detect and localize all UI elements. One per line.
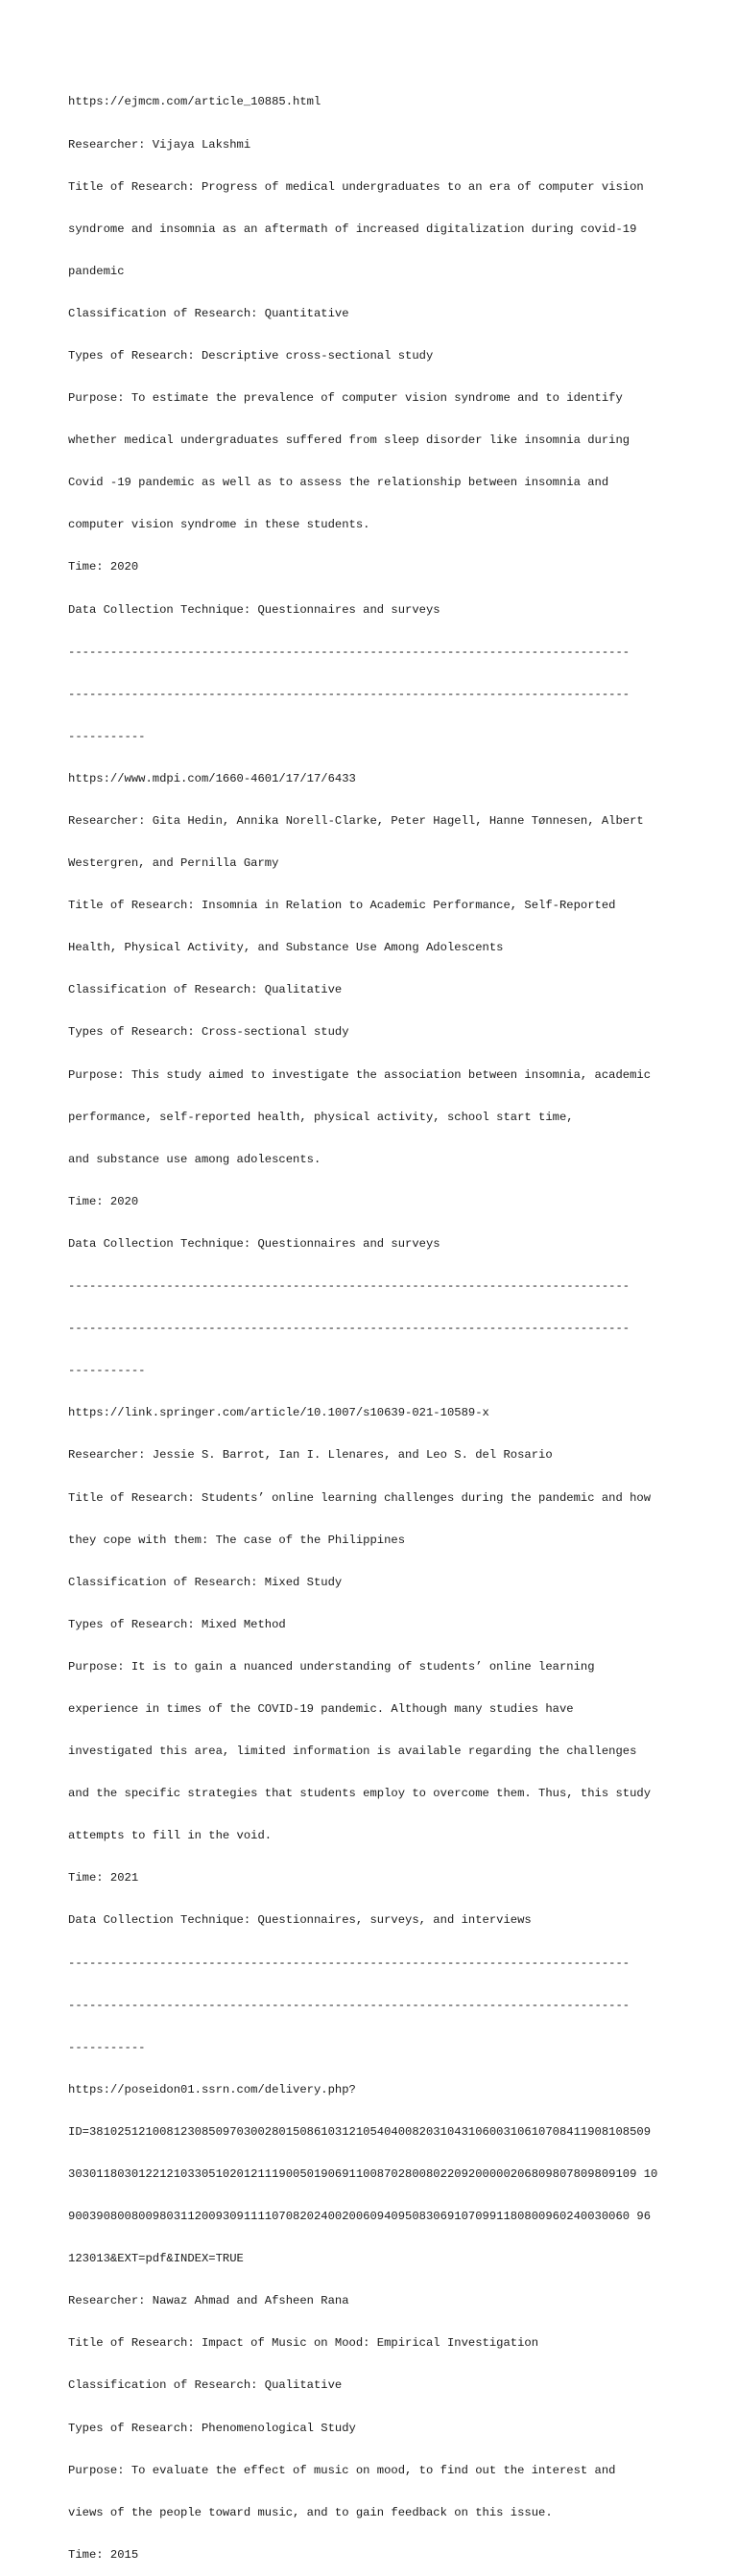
- separator-line: --------------------------------------------------------------------------------: [68, 1322, 630, 1336]
- text-line[interactable]: ID=38102512100812308509703002801508610312105404008203104310600310610708411908108509: [68, 2124, 652, 2139]
- text-line: Time: 2021: [68, 1871, 139, 1885]
- text-line: experience in times of the COVID-19 pandemic. Although many studies have: [68, 1701, 574, 1716]
- text-line: Researcher: Vijaya Lakshmi: [68, 137, 251, 152]
- text-line: attempts to fill in the void.: [68, 1829, 273, 1843]
- text-line[interactable]: https://poseidon01.ssrn.com/delivery.php?: [68, 2082, 356, 2096]
- text-line: Data Collection Technique: Questionnaires, surveys, and interviews: [68, 1913, 532, 1928]
- text-line: Time: 2020: [68, 560, 139, 574]
- text-line: Purpose: To evaluate the effect of music on mood, to find out the interest and: [68, 2463, 616, 2477]
- text-line: Purpose: It is to gain a nuanced understanding of students’ online learning: [68, 1659, 595, 1674]
- text-line: investigated this area, limited information is available regarding the challenges: [68, 1745, 637, 1759]
- text-line: Title of Research: Progress of medical undergraduates to an era of computer vision: [68, 179, 644, 194]
- text-line: Classification of Research: Qualitative: [68, 983, 343, 997]
- text-line: Title of Research: Impact of Music on Mood: Empirical Investigation: [68, 2336, 539, 2351]
- separator-line: --------------------------------------------------------------------------------: [68, 687, 630, 701]
- text-line: Time: 2015: [68, 2547, 139, 2562]
- text-line: Title of Research: Students’ online learning challenges during the pandemic and how: [68, 1490, 652, 1505]
- text-line: Classification of Research: Qualitative: [68, 2378, 343, 2393]
- text-line: Purpose: This study aimed to investigate the association between insomnia, academic: [68, 1067, 652, 1082]
- text-line: computer vision syndrome in these students.: [68, 518, 370, 532]
- text-line: Health, Physical Activity, and Substance Use Among Adolescents: [68, 941, 504, 955]
- text-line: Types of Research: Cross-sectional study: [68, 1025, 349, 1040]
- text-line: Researcher: Jessie S. Barrot, Ian I. Llenares, and Leo S. del Rosario: [68, 1448, 553, 1463]
- text-line: Data Collection Technique: Questionnaires and surveys: [68, 1236, 440, 1251]
- text-line: Researcher: Nawaz Ahmad and Afsheen Rana: [68, 2294, 349, 2308]
- text-line: Purpose: To estimate the prevalence of computer vision syndrome and to identify: [68, 391, 623, 406]
- separator-line: --------------------------------------------------------------------------------: [68, 644, 630, 659]
- document-text: [68, 67, 682, 2576]
- text-line: Researcher: Gita Hedin, Annika Norell-Clarke, Peter Hagell, Hanne Tønnesen, Albert: [68, 814, 644, 828]
- text-line: Types of Research: Descriptive cross-sectional study: [68, 348, 434, 363]
- text-line: Covid -19 pandemic as well as to assess the relationship between insomnia and: [68, 476, 609, 490]
- text-line: Data Collection Technique: Questionnaires and surveys: [68, 602, 440, 617]
- separator-line: -----------: [68, 2040, 146, 2054]
- text-line: and the specific strategies that students employ to overcome them. Thus, this study: [68, 1787, 652, 1801]
- text-line[interactable]: 90039080080098031120093091111070820240020060940950830691070991180800960240030060 96: [68, 2210, 652, 2224]
- text-line[interactable]: https://ejmcm.com/article_10885.html: [68, 95, 321, 109]
- separator-line: --------------------------------------------------------------------------------: [68, 1998, 630, 2012]
- text-line: syndrome and insomnia as an aftermath of increased digitalization during covid-19: [68, 222, 637, 236]
- text-line: performance, self-reported health, physical activity, school start time,: [68, 1110, 574, 1124]
- text-line[interactable]: https://link.springer.com/article/10.1007/s10639-021-10589-x: [68, 1406, 489, 1420]
- separator-line: --------------------------------------------------------------------------------: [68, 1279, 630, 1294]
- text-line: Types of Research: Mixed Method: [68, 1617, 286, 1631]
- text-line: Title of Research: Insomnia in Relation to Academic Performance, Self-Reported: [68, 899, 616, 913]
- text-line: they cope with them: The case of the Philippines: [68, 1533, 406, 1547]
- text-line: Time: 2020: [68, 1194, 139, 1208]
- text-line: views of the people toward music, and to gain feedback on this issue.: [68, 2505, 553, 2519]
- text-line: whether medical undergraduates suffered from sleep disorder like insomnia during: [68, 433, 630, 448]
- text-line[interactable]: 123013&EXT=pdf&INDEX=TRUE: [68, 2252, 244, 2266]
- text-line: Classification of Research: Mixed Study: [68, 1575, 343, 1589]
- text-line: pandemic: [68, 264, 125, 278]
- text-line[interactable]: 303011803012212103305102012111900501906911008702800802209200000206809807809809109 10: [68, 2167, 658, 2181]
- separator-line: -----------: [68, 729, 146, 743]
- text-line: Types of Research: Phenomenological Study: [68, 2421, 356, 2435]
- separator-line: -----------: [68, 1364, 146, 1378]
- text-line: Westergren, and Pernilla Garmy: [68, 856, 279, 871]
- text-line: Classification of Research: Quantitative: [68, 306, 349, 320]
- text-line: and substance use among adolescents.: [68, 1152, 321, 1166]
- text-line[interactable]: https://www.mdpi.com/1660-4601/17/17/6433: [68, 771, 356, 785]
- separator-line: --------------------------------------------------------------------------------: [68, 1955, 630, 1970]
